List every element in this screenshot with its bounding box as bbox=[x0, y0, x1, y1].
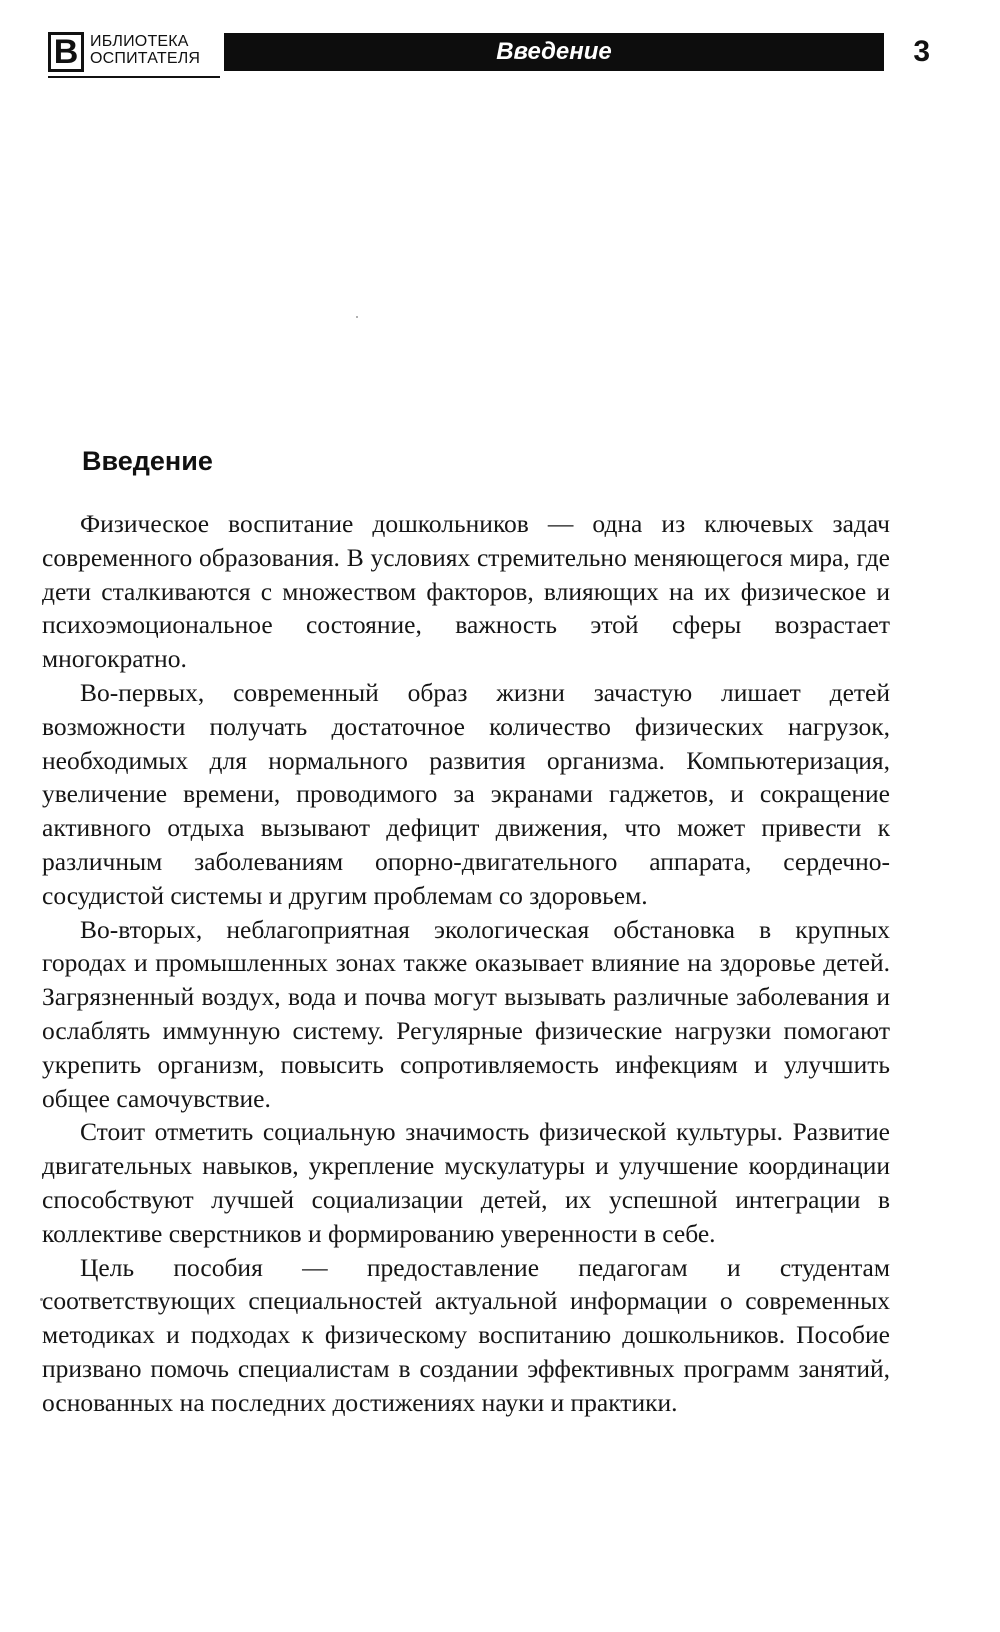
paragraph-4: Стоит отметить социальную значимость физической культуры. Развитие двигательных навыков, укрепление мускулатуры и улучшение координации способствуют лучшей социализации детей, их успешной интеграции в коллективе сверстников и формированию уверенности в себе. bbox=[42, 1117, 890, 1248]
page-header bbox=[48, 30, 930, 74]
paragraph-5: Цель пособия — предоставление педагогам и студентам соответствующих специальностей актуальной информации о современных методиках и подходах к физическому воспитанию дошкольников. Пособие призвано помочь специалистам в создании эффективных программ занятий, основанных на последних достижениях науки и практики. bbox=[42, 1252, 890, 1417]
running-title: Введение bbox=[496, 38, 612, 65]
paragraph-3: Во-вторых, неблагоприятная экологическая обстановка в крупных городах и промышленных зонах также оказывает влияние на здоровье детей. Загрязненный воздух, вода и почва могут вызывать различные заболевания и ослаблять иммунную систему. Регулярные физические нагрузки помогают укрепить организм, повысить сопротивляемость инфекциям и улучшить общее самочувствие. bbox=[42, 914, 890, 1113]
scan-speck bbox=[356, 316, 358, 318]
logo-letter: В bbox=[48, 32, 84, 72]
running-title-bar bbox=[224, 33, 884, 71]
logo-line-1: ИБЛИОТЕКА bbox=[90, 33, 189, 50]
body-text bbox=[42, 507, 890, 1420]
series-logo bbox=[48, 30, 220, 74]
section-title: Введение bbox=[82, 446, 213, 476]
logo-underline bbox=[48, 76, 220, 78]
paragraph-2: Во-первых, современный образ жизни зачастую лишает детей возможности получать достаточное количество физических нагрузок, необходимых для нормального развития организма. Компьютеризация, увеличение времени, проводимого за экранами гаджетов, и сокращение активного отдыха вызывают дефицит движения, что может привести к различным заболеваниям опорно-двигательного аппарата, сердечно-сосудистой системы и другим проблемам со здоровьем. bbox=[42, 677, 890, 910]
logo-text bbox=[90, 33, 200, 67]
logo-line-2: ОСПИТАТЕЛЯ bbox=[90, 50, 201, 67]
page-number: 3 bbox=[913, 35, 930, 68]
paragraph-1: Физическое воспитание дошкольников — одна из ключевых задач современного образования. В условиях стремительно меняющегося мира, где дети сталкиваются с множеством факторов, влияющих на их физическое и психоэмоциональное состояние, важность этой сферы возрастает многократно. bbox=[42, 509, 890, 674]
